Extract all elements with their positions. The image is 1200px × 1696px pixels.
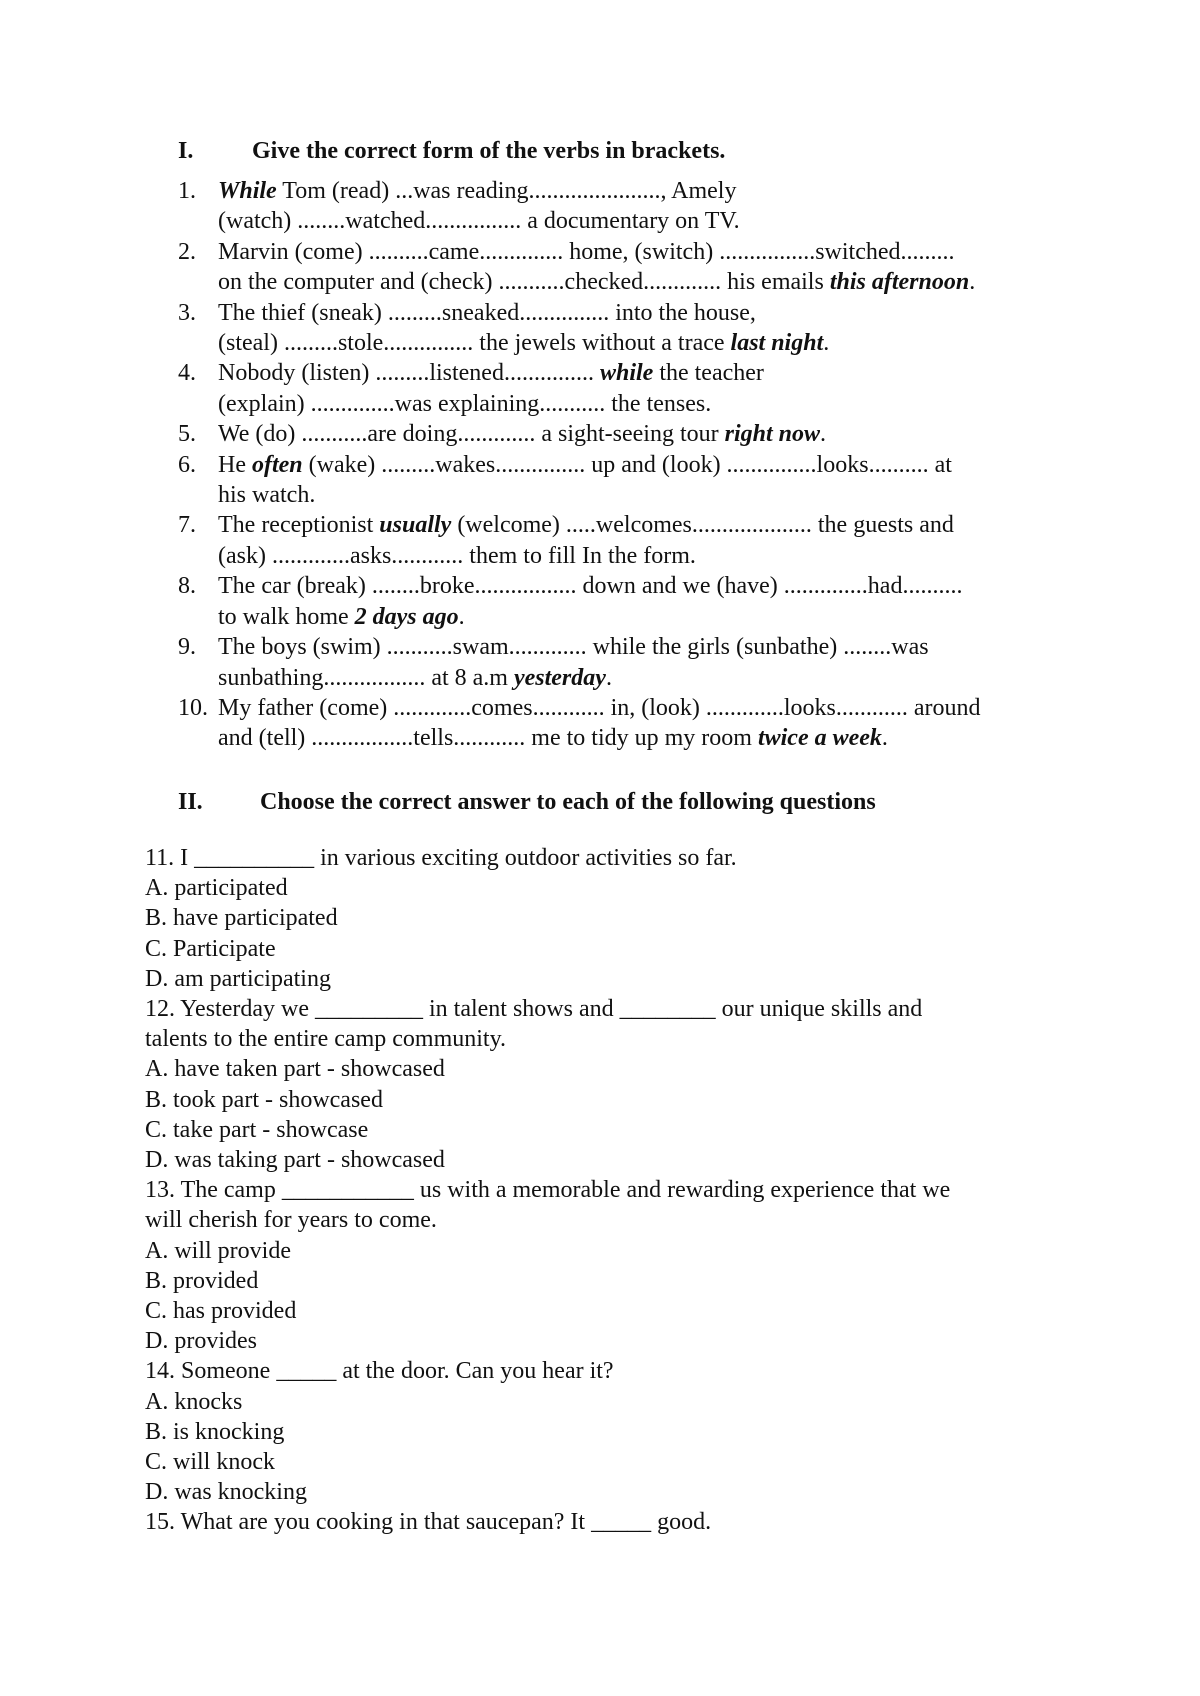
question-block [145,1175,1065,1356]
item-number: 2. [178,238,196,265]
item-text: on the computer and (check) ...........checked............. his emails [218,269,830,296]
item-text: Tom (read) ...was reading......................, Amely [276,178,737,204]
item-text: . [820,421,827,448]
question-block [145,1507,1065,1537]
item-line [218,693,1078,723]
verb-exercise-list [178,176,1078,754]
item-text: his watch. [218,482,316,509]
section-1-heading [178,136,725,166]
time-keyword: last night [730,330,824,357]
question-text: 12. Yesterday we _________ in talent shows and ________ our unique skills and [145,996,923,1023]
item-number: 3. [178,299,196,326]
item-text: sunbathing................. at 8 a.m [218,664,514,691]
item-line [218,541,1078,571]
item-number: 1. [178,178,196,204]
item-line [218,419,1078,449]
answer-option[interactable]: B. took part - showcased [145,1086,383,1113]
item-text: The boys (swim) ...........swam............. while the girls (sunbathe) ........was [218,634,929,661]
item-number: 8. [178,573,196,600]
question-text: talents to the entire camp community. [145,1026,507,1053]
question-block [145,994,1065,1175]
answer-option[interactable]: C. has provided [145,1298,297,1325]
item-text: . [823,330,830,357]
item-number: 6. [178,451,196,478]
item-line [218,176,1078,206]
item-number: 10. [178,694,208,721]
question-text: 11. I __________ in various exciting outdoor activities so far. [145,845,737,871]
exercise-item [178,450,1078,511]
item-line [218,510,1078,540]
item-number: 7. [178,512,196,539]
item-text: (wake) .........wakes............... up and (look) ...............looks.......... at [302,451,952,478]
time-keyword: yesterday [513,664,606,691]
item-line [218,480,1078,510]
item-text: (watch) ........watched................ a documentary on TV. [218,208,740,235]
time-keyword: While [218,178,277,204]
time-keyword: usually [379,512,452,539]
answer-option[interactable]: A. will provide [145,1237,291,1264]
item-line [218,602,1078,632]
exercise-item [178,419,1078,449]
item-line [218,450,1078,480]
answer-option[interactable]: D. provides [145,1328,257,1355]
answer-option[interactable]: C. will knock [145,1449,275,1476]
item-text: The receptionist [218,512,380,539]
question-text: 15. What are you cooking in that saucepan? It _____ good. [145,1509,712,1536]
item-text: and (tell) .................tells............ me to tidy up my room [218,725,758,752]
question-text: will cherish for years to come. [145,1207,437,1234]
exercise-item [178,693,1078,754]
time-keyword: right now [724,421,821,448]
item-line [218,632,1078,662]
item-text: . [969,269,976,296]
item-line [218,206,1078,236]
item-text: (explain) ..............was explaining........... the tenses. [218,390,712,417]
answer-option[interactable]: A. participated [145,875,288,902]
item-text: We (do) ...........are doing............. a sight-seeing tour [218,421,725,448]
exercise-item [178,176,1078,237]
item-number: 5. [178,421,196,448]
item-text: to walk home [218,603,355,630]
exercise-item [178,571,1078,632]
exercise-item [178,510,1078,571]
item-text: . [605,664,612,691]
question-block [145,843,1065,994]
time-keyword: often [251,451,303,478]
item-text: . [881,725,888,752]
item-text: (ask) .............asks............ them to fill In the form. [218,542,696,569]
exercise-item [178,237,1078,298]
item-line [218,723,1078,753]
exercise-item [178,298,1078,359]
item-line [218,267,1078,297]
section-1-title: Give the correct form of the verbs in brackets. [252,138,726,164]
multiple-choice-list [145,843,1065,1538]
time-keyword: while [599,360,654,387]
item-text: (steal) .........stole............... the jewels without a trace [218,330,731,357]
answer-option[interactable]: B. provided [145,1267,259,1294]
question-text: 13. The camp ___________ us with a memorable and rewarding experience that we [145,1177,951,1204]
time-keyword: this afternoon [829,269,970,296]
time-keyword: 2 days ago [354,603,459,630]
answer-option[interactable]: D. was taking part - showcased [145,1147,445,1174]
section-2-heading [178,787,876,817]
item-text: My father (come) .............comes............ in, (look) .............looks............ around [218,694,981,721]
question-block [145,1356,1065,1507]
item-line [218,237,1078,267]
section-2-number: II. [178,789,203,815]
answer-option[interactable]: A. have taken part - showcased [145,1056,445,1083]
item-number: 4. [178,360,196,387]
item-text: Marvin (come) ..........came.............. home, (switch) ................switched......... [218,238,955,265]
answer-option[interactable]: C. take part - showcase [145,1116,369,1143]
answer-option[interactable]: B. have participated [145,905,338,932]
section-2-title: Choose the correct answer to each of the following questions [260,789,876,815]
exercise-item [178,358,1078,419]
answer-option[interactable]: D. am participating [145,965,331,992]
item-text: The thief (sneak) .........sneaked............... into the house, [218,299,756,326]
item-text: (welcome) .....welcomes.................... the guests and [451,512,954,539]
item-text: He [218,451,252,478]
item-text: . [458,603,465,630]
exercise-item [178,632,1078,693]
time-keyword: twice a week [757,725,882,752]
item-text: Nobody (listen) .........listened............... [218,360,600,387]
answer-option[interactable]: A. knocks [145,1388,243,1415]
item-text: the teacher [653,360,764,387]
item-line [218,358,1078,388]
item-line [218,328,1078,358]
answer-option[interactable]: B. is knocking [145,1418,285,1445]
question-text: 14. Someone _____ at the door. Can you hear it? [145,1358,614,1385]
item-number: 9. [178,634,196,661]
item-line [218,571,1078,601]
answer-option[interactable]: C. Participate [145,935,276,962]
answer-option[interactable]: D. was knocking [145,1479,307,1506]
item-text: The car (break) ........broke................. down and we (have) ..............had.......... [218,573,963,600]
item-line [218,298,1078,328]
item-line [218,663,1078,693]
item-line [218,389,1078,419]
section-1-number: I. [178,138,194,164]
